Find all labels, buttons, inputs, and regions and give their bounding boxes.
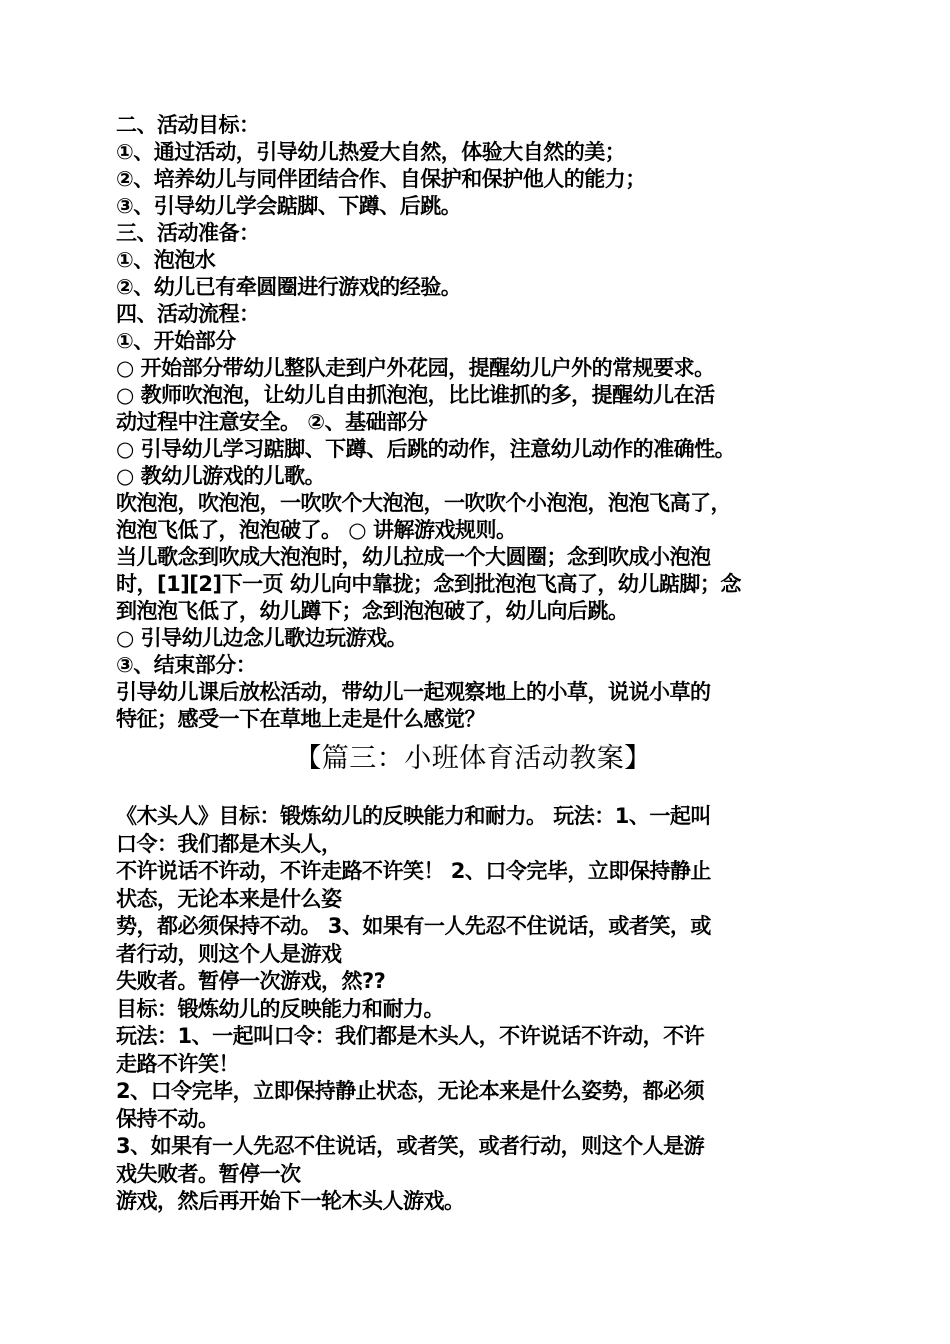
text-line: 《木头人》目标：锻炼幼儿的反映能力和耐力。 玩法：1、一起叫 — [116, 804, 711, 828]
activity-plan-section — [116, 112, 830, 733]
text-line: 特征；感受一下在草地上走是什么感觉？ — [116, 707, 485, 731]
text-line: ○ 教幼儿游戏的儿歌。 — [116, 464, 326, 488]
text-line: ①、开始部分 — [116, 329, 236, 353]
text-line: 时，[1][2]下一页 幼儿向中靠拢；念到批泡泡飞高了，幼儿踮脚；念 — [116, 572, 741, 596]
text-line: 到泡泡飞低了，幼儿蹲下；念到泡泡破了，幼儿向后跳。 — [116, 599, 629, 623]
wooden-man-game-section — [116, 803, 830, 1216]
text-line: ○ 教师吹泡泡，让幼儿自由抓泡泡，比比谁抓的多，提醒幼儿在活 — [116, 383, 715, 407]
text-line: 二、活动目标： — [116, 113, 260, 137]
text-line: 状态，无论本来是什么姿 — [116, 886, 342, 911]
text-line: 三、活动准备： — [116, 221, 260, 245]
text-line: 失败者。暂停一次游戏，然?? — [116, 969, 386, 993]
text-line: 走路不许笑！ — [116, 1051, 239, 1076]
text-line: 四、活动流程： — [116, 302, 260, 326]
text-line: 口令：我们都是木头人， — [116, 831, 342, 856]
text-line: 玩法：1、一起叫口令：我们都是木头人，不许说话不许动，不许 — [116, 1024, 705, 1048]
text-line: 引导幼儿课后放松活动，带幼儿一起观察地上的小草，说说小草的 — [116, 680, 711, 704]
text-line: 游戏，然后再开始下一轮木头人游戏。 — [116, 1189, 465, 1213]
text-line: ○ 开始部分带幼儿整队走到户外花园，提醒幼儿户外的常规要求。 — [116, 356, 715, 380]
text-line: 动过程中注意安全。 ②、基础部分 — [116, 410, 428, 434]
text-line: 戏失败者。暂停一次 — [116, 1161, 301, 1186]
text-line: ③、引导幼儿学会踮脚、下蹲、后跳。 — [116, 194, 462, 218]
text-line: 吹泡泡，吹泡泡，一吹吹个大泡泡，一吹吹个小泡泡，泡泡飞高了， — [116, 491, 731, 515]
document-body — [116, 112, 830, 1216]
text-line: 不许说话不许动，不许走路不许笑！ 2、口令完毕，立即保持静止 — [116, 859, 711, 883]
text-line: ①、通过活动，引导幼儿热爱大自然，体验大自然的美； — [116, 140, 626, 164]
text-line: ○ 引导幼儿边念儿歌边玩游戏。 — [116, 626, 408, 650]
text-line: ②、幼儿已有牵圆圈进行游戏的经验。 — [116, 275, 462, 299]
text-line: 保持不动。 — [116, 1106, 219, 1131]
text-line: ①、泡泡水 — [116, 248, 216, 272]
text-line: 势，都必须保持不动。 3、如果有一人先忍不住说话，或者笑，或 — [116, 914, 711, 938]
text-line: 2、口令完毕，立即保持静止状态，无论本来是什么姿势，都必须 — [116, 1079, 705, 1103]
text-line: ○ 引导幼儿学习踮脚、下蹲、后跳的动作，注意幼儿动作的准确性。 — [116, 437, 736, 461]
text-line: 者行动，则这个人是游戏 — [116, 941, 342, 966]
text-line: 3、如果有一人先忍不住说话，或者笑，或者行动，则这个人是游 — [116, 1134, 705, 1158]
text-line: 目标：锻炼幼儿的反映能力和耐力。 — [116, 996, 444, 1021]
section-heading: 【篇三：小班体育活动教案】 — [294, 743, 652, 774]
text-line: ③、结束部分： — [116, 653, 257, 677]
text-line: 泡泡飞低了，泡泡破了。 ○ 讲解游戏规则。 — [116, 518, 517, 542]
text-line: ②、培养幼儿与同伴团结合作、自保护和保护他人的能力； — [116, 167, 646, 191]
text-line: 当儿歌念到吹成大泡泡时，幼儿拉成一个大圆圈；念到吹成小泡泡 — [116, 545, 711, 569]
